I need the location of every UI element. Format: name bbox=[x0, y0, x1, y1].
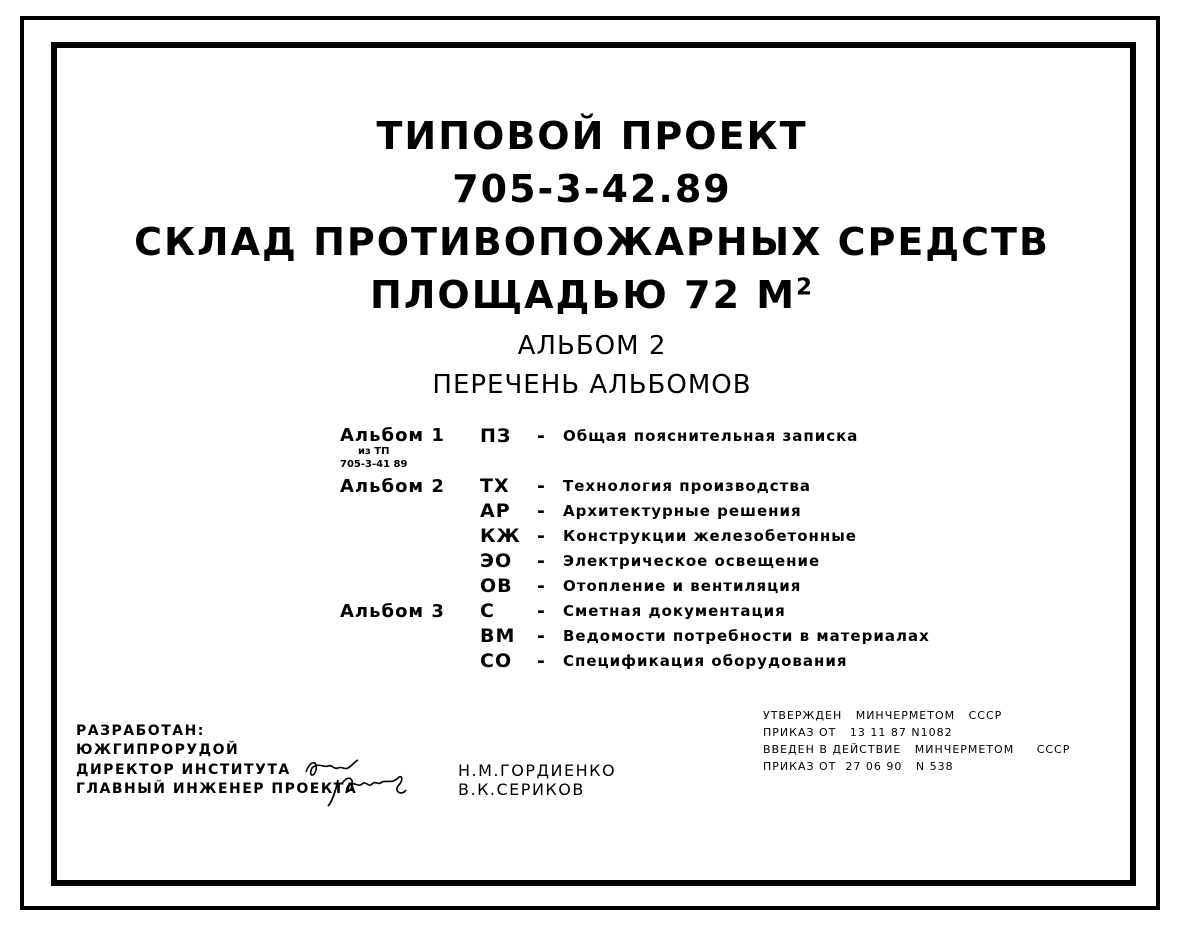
section-dash: - bbox=[537, 650, 546, 672]
album-label: Альбом 1 bbox=[340, 425, 445, 446]
project-area bbox=[0, 273, 1184, 317]
project-name: СКЛАД ПРОТИВОПОЖАРНЫХ СРЕДСТВ bbox=[134, 220, 1050, 264]
album-number: АЛЬБОМ 2 bbox=[517, 331, 667, 361]
section-dash: - bbox=[537, 475, 546, 497]
section-dash: - bbox=[537, 625, 546, 647]
chief-engineer-role: ГЛАВНЫЙ ИНЖЕНЕР ПРОЕКТА bbox=[76, 781, 358, 797]
section-desc: Спецификация оборудования bbox=[563, 652, 848, 670]
section-dash: - bbox=[537, 575, 546, 597]
album-label: Альбом 2 bbox=[340, 476, 445, 497]
album-list-title: ПЕРЕЧЕНЬ АЛЬБОМОВ bbox=[432, 370, 752, 400]
section-code: КЖ bbox=[480, 525, 521, 547]
chief-engineer-name: В.К.СЕРИКОВ bbox=[458, 780, 585, 799]
doc-type-heading: ТИПОВОЙ ПРОЕКТ bbox=[376, 114, 808, 158]
album-note: 705-3-41 89 bbox=[340, 459, 408, 470]
section-dash: - bbox=[537, 500, 546, 522]
album-note: из ТП bbox=[358, 446, 390, 457]
developer-label: РАЗРАБОТАН: bbox=[76, 723, 205, 739]
section-desc: Сметная документация bbox=[563, 602, 786, 620]
developer-org: ЮЖГИПРОРУДОЙ bbox=[76, 742, 240, 758]
director-role: ДИРЕКТОР ИНСТИТУТА bbox=[76, 762, 291, 778]
signature-image bbox=[298, 750, 418, 810]
area-superscript: 2 bbox=[796, 274, 814, 301]
section-desc: Электрическое освещение bbox=[563, 552, 821, 570]
section-desc: Ведомости потребности в материалах bbox=[563, 627, 930, 645]
approval-order: ПРИКАЗ ОТ 13 11 87 N1082 bbox=[763, 726, 953, 739]
director-name: Н.М.ГОРДИЕНКО bbox=[458, 761, 617, 780]
section-desc: Отопление и вентиляция bbox=[563, 577, 802, 595]
project-area-text: ПЛОЩАДЬЮ 72 М bbox=[370, 273, 797, 317]
approval-line: УТВЕРЖДЕН МИНЧЕРМЕТОМ СССР bbox=[763, 709, 1003, 722]
section-dash: - bbox=[537, 550, 546, 572]
enactment-order: ПРИКАЗ ОТ 27 06 90 N 538 bbox=[763, 760, 954, 773]
section-desc: Конструкции железобетонные bbox=[563, 527, 857, 545]
section-code: ПЗ bbox=[480, 425, 512, 447]
section-desc: Технология производства bbox=[563, 477, 811, 495]
project-number: 705-3-42.89 bbox=[452, 167, 732, 211]
section-dash: - bbox=[537, 425, 546, 447]
section-desc: Архитектурные решения bbox=[563, 502, 802, 520]
section-code: АР bbox=[480, 500, 511, 522]
section-code: СО bbox=[480, 650, 513, 672]
section-code: ТХ bbox=[480, 475, 510, 497]
section-code: С bbox=[480, 600, 495, 622]
section-desc: Общая пояснительная записка bbox=[563, 427, 859, 445]
section-code: ОВ bbox=[480, 575, 513, 597]
enactment-line: ВВЕДЕН В ДЕЙСТВИЕ МИНЧЕРМЕТОМ СССР bbox=[763, 743, 1071, 756]
section-dash: - bbox=[537, 600, 546, 622]
section-code: ЭО bbox=[480, 550, 513, 572]
section-code: ВМ bbox=[480, 625, 516, 647]
album-label: Альбом 3 bbox=[340, 601, 445, 622]
section-dash: - bbox=[537, 525, 546, 547]
